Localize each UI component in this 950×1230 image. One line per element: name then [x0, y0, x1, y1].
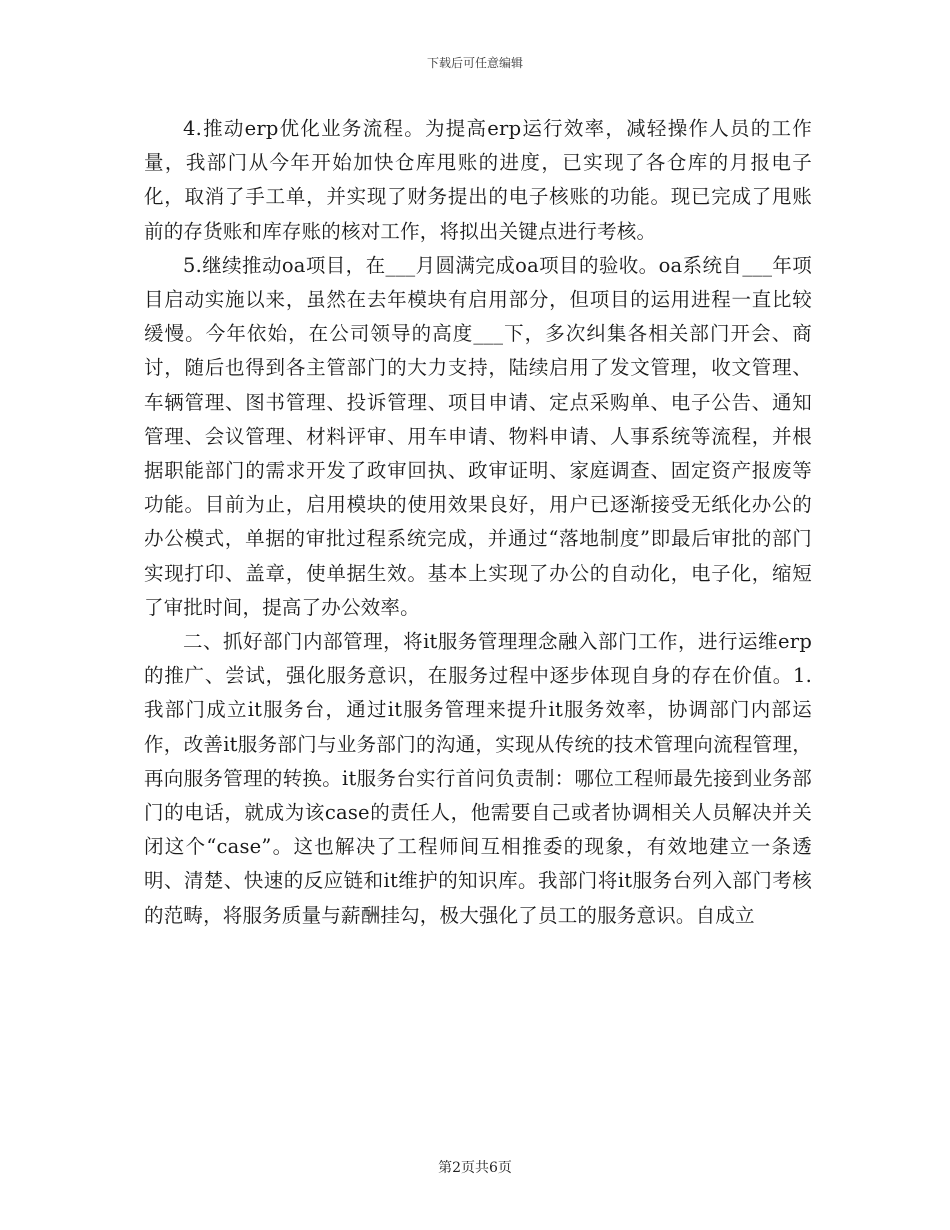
page-number-footer: 第2页共6页 — [438, 1160, 512, 1176]
paragraph-erp-optimization: 4.推动erp优化业务流程。为提高erp运行效率，减轻操作人员的工作量，我部门从今年开始加快仓库甩账的进度，已实现了各仓库的月报电子化，取消了手工单，并实现了财务提出的电子核账的功能。现已完成了甩账前的存货账和库存账的核对工作，将拟出关键点进行考核。 — [144, 117, 812, 243]
document-body — [144, 112, 812, 933]
page-header: 下载后可任意编辑 — [426, 56, 523, 70]
paragraph-it-service-management: 二、抓好部门内部管理，将it服务管理理念融入部门工作，进行运维erp的推广、尝试，强化服务意识，在服务过程中逐步体现自身的存在价值。1. 我部门成立it服务台，通过it服务管理来提升it服务效率，协调部门内部运作，改善it服务部门与业务部门的沟通，实现从传统的技术管理向流程管理，再向服务管理的转换。it服务台实行首问负责制：哪位工程师最先接到业务部门的电话，就成为该case的责任人，他需要自己或者协调相关人员解决并关闭这个“case”。这也解决了工程师间互相推委的现象，有效地建立一条透明、清楚、快速的反应链和it维护的知识库。我部门将it服务台列入部门考核的范畴，将服务质量与薪酬挂勾，极大强化了员工的服务意识。自成立 — [144, 630, 812, 927]
paragraph-oa-project: 5.继续推动oa项目，在___月圆满完成oa项目的验收。oa系统自___年项目启动实施以来，虽然在去年模块有启用部分，但项目的运用进程一直比较缓慢。今年依始，在公司领导的高度___下，多次纠集各相关部门开会、商讨，随后也得到各主管部门的大力支持，陆续启用了发文管理，收文管理、车辆管理、图书管理、投诉管理、项目申请、定点采购单、电子公告、通知管理、会议管理、材料评审、用车申请、物料申请、人事系统等流程，并根据职能部门的需求开发了政审回执、政审证明、家庭调查、固定资产报废等功能。目前为止，启用模块的使用效果良好，用户已逐渐接受无纸化办公的办公模式，单据的审批过程系统完成，并通过“落地制度”即最后审批的部门实现打印、盖章，使单据生效。基本上实现了办公的自动化，电子化，缩短了审批时间，提高了办公效率。 — [144, 253, 812, 619]
